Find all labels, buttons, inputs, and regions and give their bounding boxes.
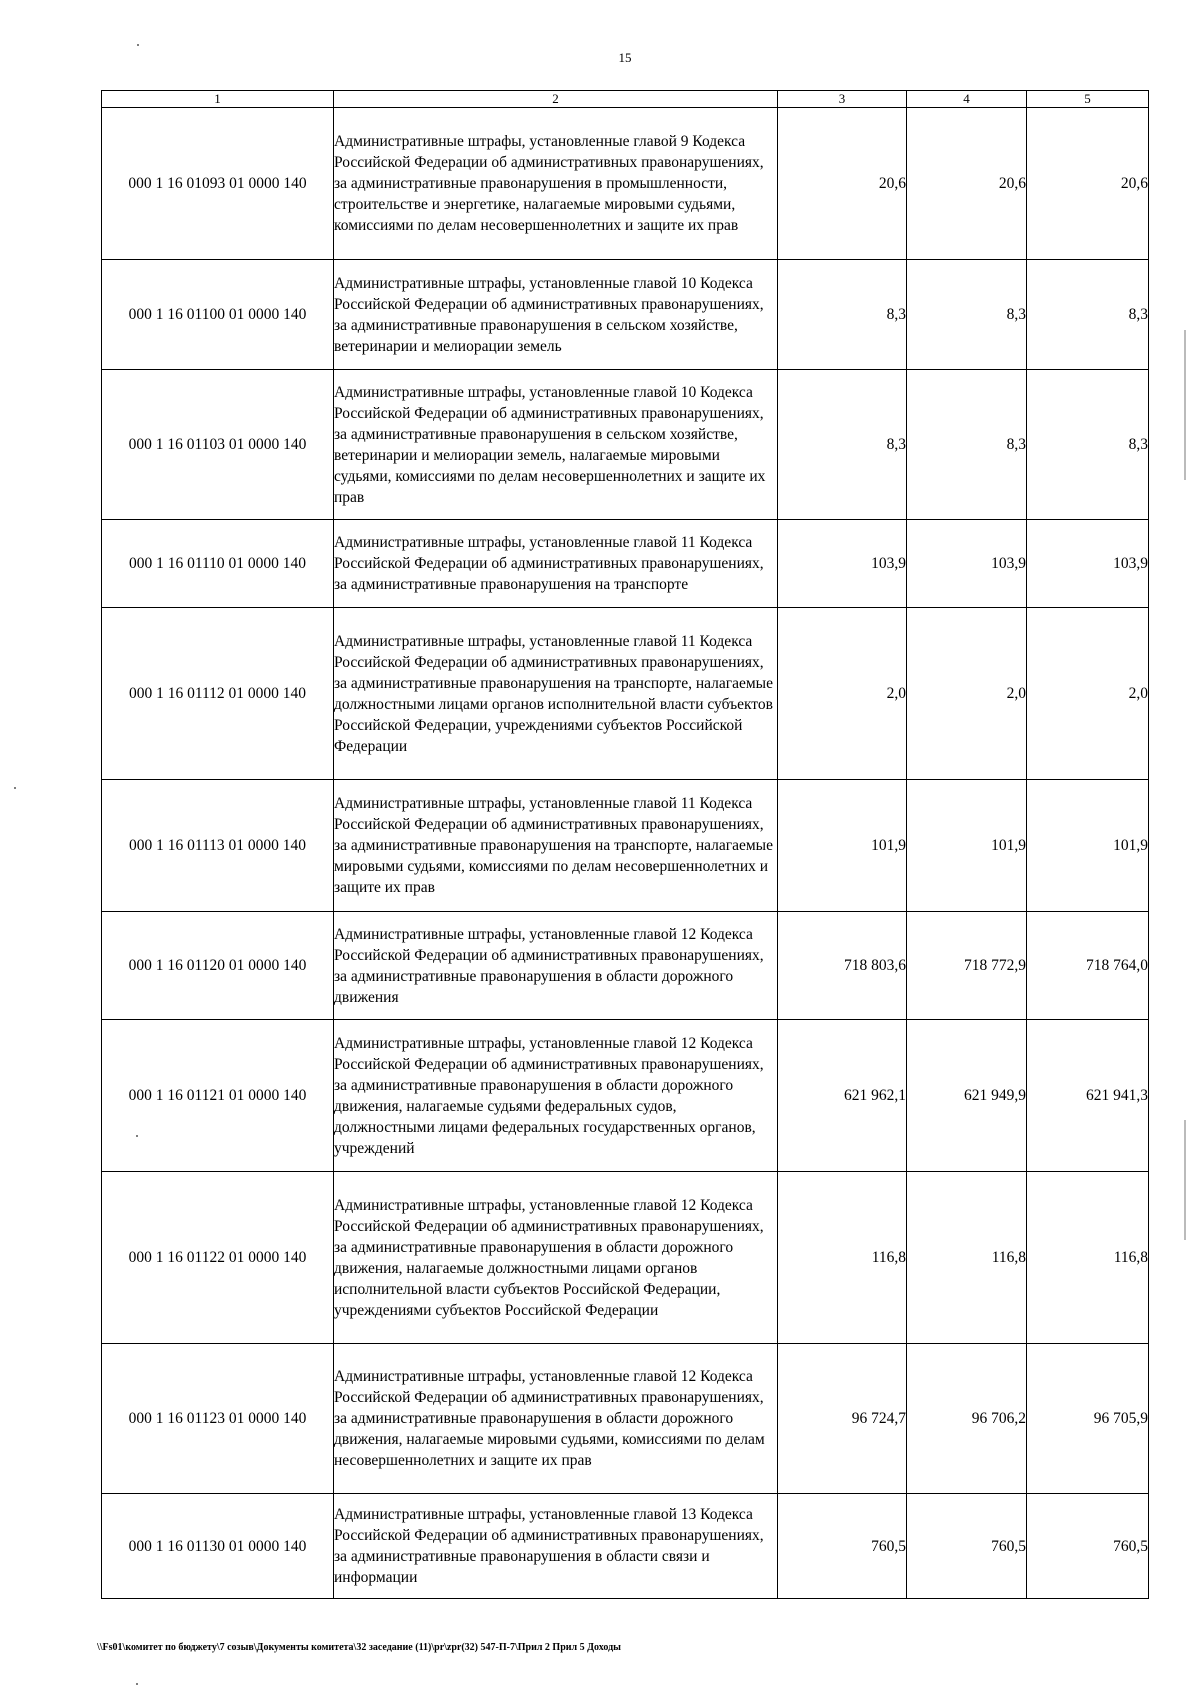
amount-year-3: 101,9 [1027, 780, 1149, 912]
amount-year-3: 96 705,9 [1027, 1344, 1149, 1494]
revenue-description: Административные штрафы, установленные главой 11 Кодекса Российской Федерации об административных правонарушениях, за административные правонарушения на транспорте, налагаемые мировыми судьями, комиссиями по делам несовершеннолетних и защите их прав [334, 780, 778, 912]
amount-year-1: 621 962,1 [778, 1020, 907, 1172]
budget-classification-code: 000 1 16 01100 01 0000 140 [102, 260, 334, 370]
column-header: 4 [907, 91, 1027, 108]
revenue-description: Административные штрафы, установленные главой 11 Кодекса Российской Федерации об административных правонарушениях, за административные правонарушения на транспорте [334, 520, 778, 608]
amount-year-2: 116,8 [907, 1172, 1027, 1344]
revenue-description: Административные штрафы, установленные главой 11 Кодекса Российской Федерации об административных правонарушениях, за административные правонарушения на транспорте, налагаемые должностными лицами органов исполнительной власти субъектов Российской Федерации, учреждениями субъектов Российской Федерации [334, 608, 778, 780]
column-header: 5 [1027, 91, 1149, 108]
budget-classification-code: 000 1 16 01112 01 0000 140 [102, 608, 334, 780]
amount-year-3: 718 764,0 [1027, 912, 1149, 1020]
revenue-description: Административные штрафы, установленные главой 12 Кодекса Российской Федерации об административных правонарушениях, за административные правонарушения в области дорожного движения, налагаемые должностными лицами органов исполнительной власти субъектов Российской Федерации, учреждениями субъектов Российской Федерации [334, 1172, 778, 1344]
column-header: 1 [102, 91, 334, 108]
amount-year-1: 718 803,6 [778, 912, 907, 1020]
budget-classification-code: 000 1 16 01110 01 0000 140 [102, 520, 334, 608]
amount-year-1: 8,3 [778, 370, 907, 520]
amount-year-2: 101,9 [907, 780, 1027, 912]
amount-year-1: 116,8 [778, 1172, 907, 1344]
amount-year-2: 718 772,9 [907, 912, 1027, 1020]
revenue-description: Административные штрафы, установленные главой 12 Кодекса Российской Федерации об административных правонарушениях, за административные правонарушения в области дорожного движения, налагаемые мировыми судьями, комиссиями по делам несовершеннолетних и защите их прав [334, 1344, 778, 1494]
scan-speck [136, 1135, 138, 1137]
scan-speck [136, 1683, 138, 1685]
amount-year-1: 20,6 [778, 108, 907, 260]
revenue-description: Административные штрафы, установленные главой 9 Кодекса Российской Федерации об административных правонарушениях, за административные правонарушения в промышленности, строительстве и энергетике, налагаемые мировыми судьями, комиссиями по делам несовершеннолетних и защите их прав [334, 108, 778, 260]
table-row [102, 260, 1149, 370]
table-row [102, 1172, 1149, 1344]
revenue-description: Административные штрафы, установленные главой 12 Кодекса Российской Федерации об административных правонарушениях, за административные правонарушения в области дорожного движения, налагаемые судьями федеральных судов, должностными лицами федеральных государственных органов, учреждений [334, 1020, 778, 1172]
budget-classification-code: 000 1 16 01103 01 0000 140 [102, 370, 334, 520]
revenue-description: Административные штрафы, установленные главой 12 Кодекса Российской Федерации об административных правонарушениях, за административные правонарушения в области дорожного движения [334, 912, 778, 1020]
amount-year-2: 2,0 [907, 608, 1027, 780]
amount-year-2: 8,3 [907, 370, 1027, 520]
budget-classification-code: 000 1 16 01113 01 0000 140 [102, 780, 334, 912]
amount-year-1: 8,3 [778, 260, 907, 370]
scan-speck [14, 787, 16, 789]
table-row [102, 608, 1149, 780]
column-header: 2 [334, 91, 778, 108]
table-row [102, 1344, 1149, 1494]
scan-edge-line [1184, 330, 1186, 480]
budget-classification-code: 000 1 16 01120 01 0000 140 [102, 912, 334, 1020]
table-row [102, 1020, 1149, 1172]
amount-year-3: 103,9 [1027, 520, 1149, 608]
amount-year-3: 760,5 [1027, 1494, 1149, 1599]
amount-year-1: 96 724,7 [778, 1344, 907, 1494]
budget-classification-code: 000 1 16 01121 01 0000 140 [102, 1020, 334, 1172]
table-row [102, 370, 1149, 520]
table-row [102, 780, 1149, 912]
revenue-description: Административные штрафы, установленные главой 13 Кодекса Российской Федерации об административных правонарушениях, за административные правонарушения в области связи и информации [334, 1494, 778, 1599]
amount-year-2: 8,3 [907, 260, 1027, 370]
budget-classification-code: 000 1 16 01123 01 0000 140 [102, 1344, 334, 1494]
amount-year-1: 101,9 [778, 780, 907, 912]
amount-year-2: 621 949,9 [907, 1020, 1027, 1172]
column-header: 3 [778, 91, 907, 108]
table-row [102, 108, 1149, 260]
amount-year-3: 116,8 [1027, 1172, 1149, 1344]
amount-year-2: 96 706,2 [907, 1344, 1027, 1494]
revenue-description: Административные штрафы, установленные главой 10 Кодекса Российской Федерации об административных правонарушениях, за административные правонарушения в сельском хозяйстве, ветеринарии и мелиорации земель, налагаемые мировыми судьями, комиссиями по делам несовершеннолетних и защите их прав [334, 370, 778, 520]
amount-year-3: 8,3 [1027, 370, 1149, 520]
page-number: 15 [618, 50, 632, 65]
amount-year-3: 2,0 [1027, 608, 1149, 780]
amount-year-2: 760,5 [907, 1494, 1027, 1599]
budget-revenue-table [101, 90, 1149, 1599]
table-row [102, 1494, 1149, 1599]
revenue-description: Административные штрафы, установленные главой 10 Кодекса Российской Федерации об административных правонарушениях, за административные правонарушения в сельском хозяйстве, ветеринарии и мелиорации земель [334, 260, 778, 370]
budget-classification-code: 000 1 16 01093 01 0000 140 [102, 108, 334, 260]
scan-edge-line [1184, 1120, 1186, 1240]
file-path-footer: \\Fs01\комитет по бюджету\7 созыв\Документы комитета\32 заседание (11)\pr\zpr(32) 547-П-7\Прил 2 Прил 5 Доходы [97, 1642, 621, 1653]
amount-year-2: 103,9 [907, 520, 1027, 608]
column-number-row [102, 91, 1149, 108]
budget-classification-code: 000 1 16 01130 01 0000 140 [102, 1494, 334, 1599]
amount-year-3: 8,3 [1027, 260, 1149, 370]
amount-year-1: 103,9 [778, 520, 907, 608]
budget-classification-code: 000 1 16 01122 01 0000 140 [102, 1172, 334, 1344]
scan-speck [137, 44, 139, 46]
amount-year-3: 20,6 [1027, 108, 1149, 260]
amount-year-1: 2,0 [778, 608, 907, 780]
amount-year-2: 20,6 [907, 108, 1027, 260]
table-row [102, 520, 1149, 608]
amount-year-1: 760,5 [778, 1494, 907, 1599]
amount-year-3: 621 941,3 [1027, 1020, 1149, 1172]
table-row [102, 912, 1149, 1020]
